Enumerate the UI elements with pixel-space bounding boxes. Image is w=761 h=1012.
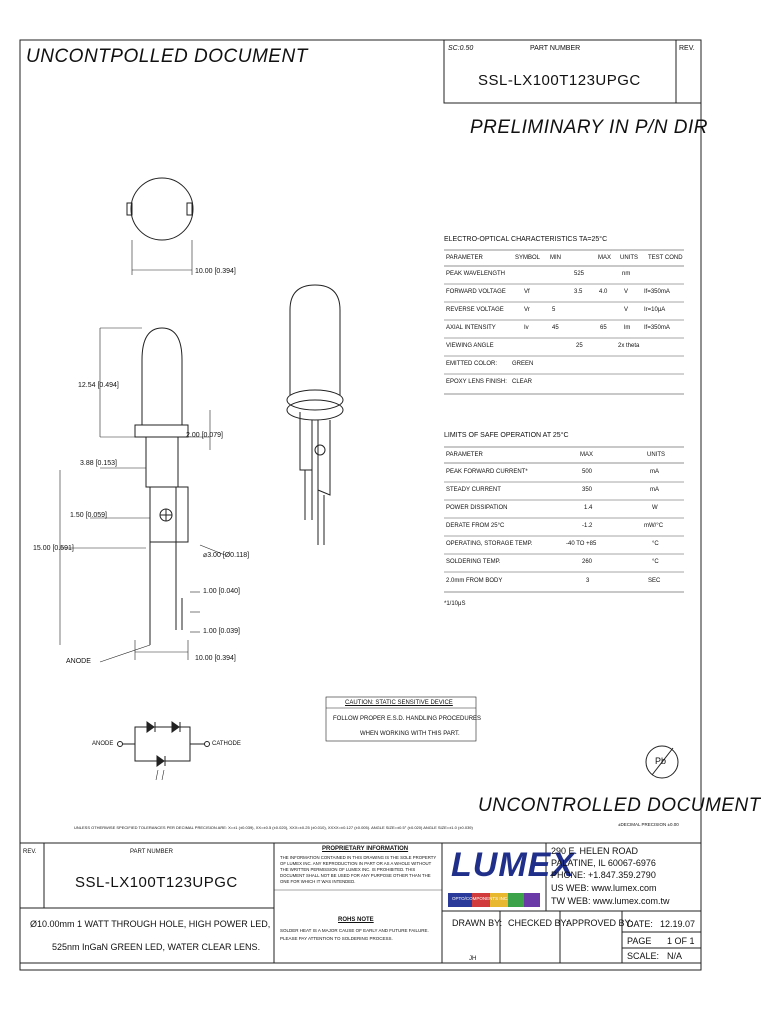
eo-header-symbol: SYMBOL (515, 255, 541, 261)
eo-sym: Vr (524, 307, 530, 313)
approved-by-label: APPROVED BY: (566, 918, 633, 928)
rohs-title: ROHS NOTE (338, 917, 374, 923)
lumex-logo: LUMEX (451, 846, 575, 884)
dim-dia-3: ⌀3.00 [Ø0.118] (203, 552, 250, 559)
limits-row (444, 500, 684, 518)
limits-row (444, 573, 684, 591)
eo-row (444, 284, 684, 302)
tolerance-note: UNLESS OTHERWISE SPECIFIED TOLERANCES PER DECIMAL PRECISION ARE: X=±1 (±0.039), XX=±0.5 (±0.020), XXX=±0.25 (±0.010), XXXX=±0.127 (±0.005). ANGLE SIZE=±0.5° (±0.020) ANGLE SIZE=±1.0 (±0.039) (74, 825, 473, 830)
caution-line1: FOLLOW PROPER E.S.D. HANDLING PROCEDURES (333, 716, 482, 722)
limits-header-param: PARAMETER (446, 452, 483, 458)
limits-units: mA (650, 487, 659, 493)
limits-row (444, 464, 684, 482)
dim-10-bottom: 10.00 [0.394] (195, 655, 236, 662)
rohs-text: SOLDER HEAT IS A MAJOR CAUSE OF EARLY AND FUTURE FAILURE. PLEASE PAY ATTENTION TO SOLDERING PROCESS. (280, 928, 429, 941)
date-value: 12.19.07 (660, 919, 696, 929)
eo-header-max: MAX (598, 255, 612, 261)
limits-max: 260 (582, 559, 593, 565)
limits-param: DERATE FROM 25°C (446, 523, 505, 529)
dim-3-88: 3.88 [0.153] (80, 460, 117, 467)
description-line2: 525nm InGaN GREEN LED, WATER CLEAR LENS. (52, 942, 261, 952)
footer-part-number-label: PART NUMBER (130, 849, 174, 855)
eo-header-cond: TEST COND (648, 255, 683, 261)
page-label: PAGE (627, 936, 652, 946)
eo-header-units: UNITS (620, 255, 638, 261)
eo-min: 45 (552, 325, 559, 331)
dim-2-00: 2.00 [0.079] (186, 432, 223, 439)
checked-by-label: CHECKED BY: (508, 918, 569, 928)
eo-param: FORWARD VOLTAGE (446, 289, 506, 295)
limits-table-title: LIMITS OF SAFE OPERATION AT 25°C (444, 432, 569, 439)
eo-param: EMITTED COLOR: (446, 361, 498, 367)
limits-units: mW/°C (644, 523, 664, 529)
eo-row (444, 266, 684, 284)
eo-row (444, 374, 684, 392)
dim-12-54: 12.54 [0.494] (78, 382, 119, 389)
limits-units: mA (650, 469, 659, 475)
eo-units: 2x theta (618, 343, 640, 349)
pb-free-label: Pb (655, 756, 667, 766)
schematic-cathode-label: CATHODE (212, 741, 241, 747)
eo-row (444, 356, 684, 374)
tw-web-link[interactable]: TW WEB: www.lumex.com.tw (551, 896, 670, 906)
limits-param: SOLDERING TEMP. (446, 559, 501, 565)
dim-1-00b: 1.00 [0.039] (203, 628, 240, 635)
eo-min: 5 (552, 307, 556, 313)
scale-value: N/A (667, 951, 683, 961)
eo-max: 4.0 (599, 289, 608, 295)
top-view-circle (131, 178, 193, 240)
eo-param: VIEWING ANGLE (446, 343, 494, 349)
dim-10-top: 10.00 [0.394] (195, 268, 236, 275)
limits-row (444, 482, 684, 500)
eo-units: lm (624, 325, 631, 331)
footer-rev-label: REV. (23, 849, 37, 855)
dim-1-50: 1.50 [0.059] (70, 512, 107, 519)
eo-header-min: MIN (550, 255, 561, 261)
limits-max: 500 (582, 469, 593, 475)
page-value: 1 OF 1 (667, 936, 695, 946)
drawn-by-label: DRAWN BY: (452, 918, 503, 928)
limits-max: -1.2 (582, 523, 593, 529)
limits-max: 3 (586, 578, 590, 584)
footer-uncontrolled: UNCONTROLLED DOCUMENT (478, 795, 761, 816)
limits-units: W (652, 505, 658, 511)
description-line1: Ø10.00mm 1 WATT THROUGH HOLE, HIGH POWER LED, (30, 919, 271, 929)
footer-part-number: SSL-LX100T123UPGC (75, 874, 238, 891)
address-line2: PALATINE, IL 60067-6976 (551, 858, 656, 868)
eo-units: V (624, 289, 629, 295)
proprietary-text: THE INFORMATION CONTAINED IN THIS DRAWING IS THE SOLE PROPERTY OF LUMEX INC. ANY REPRODUCTION IN PART OR AS A WHOLE WITHOUT THE WRITTEN PERMISSION OF LUMEX INC. IS PROHIBITED. THIS DOCUMENT SHALL NOT BE USED FOR ANY PURPOSE OTHER THAN THE ONE FOR WHICH IT WAS INTENDED. (280, 855, 437, 884)
schematic-loop (135, 727, 190, 761)
us-web-link[interactable]: US WEB: www.lumex.com (551, 883, 657, 893)
limits-units: °C (652, 541, 659, 547)
eo-param: EPOXY LENS FINISH: (446, 379, 507, 385)
eo-sym: CLEAR (512, 379, 533, 385)
eo-units: nm (622, 271, 631, 277)
eo-row (444, 302, 684, 320)
limits-header-units: UNITS (647, 452, 665, 458)
eo-table-title: ELECTRO-OPTICAL CHARACTERISTICS TA=25°C (444, 236, 608, 243)
scale-label-footer: SCALE: (627, 951, 660, 961)
eo-sym: Vf (524, 289, 530, 295)
drawn-by-value: JH (469, 956, 477, 962)
eo-typ: 525 (574, 271, 585, 277)
limits-footnote: *1/10μS (444, 601, 466, 607)
decimal-precision-note: ±DECIMAL PRECISION ±0.00 (618, 822, 679, 827)
anode-label: ANODE (66, 658, 91, 665)
limits-units: °C (652, 559, 659, 565)
eo-max: 65 (600, 325, 607, 331)
scale-label: SC:0.50 (448, 45, 474, 52)
limits-param: PEAK FORWARD CURRENT* (446, 469, 528, 475)
address-line1: 290 E. HELEN ROAD (551, 846, 639, 856)
preliminary-note: PRELIMINARY IN P/N DIR (470, 117, 708, 138)
led-dome-outline (142, 328, 182, 425)
eo-header-param: PARAMETER (446, 255, 483, 261)
limits-units: SEC (648, 578, 661, 584)
rev-label: REV. (679, 45, 695, 52)
limits-row (444, 536, 684, 554)
eo-units: V (624, 307, 629, 313)
limits-max: 350 (582, 487, 593, 493)
led-3d-dome (290, 285, 340, 395)
lumex-tagline: OPTO/COMPONENTS INC. (452, 896, 509, 901)
eo-param: AXIAL INTENSITY (446, 325, 496, 331)
eo-cond: If=350mA (644, 325, 670, 331)
phone: PHONE: +1.847.359.2790 (551, 870, 656, 880)
limits-row (444, 518, 684, 536)
dim-1-00: 1.00 [0.040] (203, 588, 240, 595)
caution-title: CAUTION: STATIC SENSITIVE DEVICE (345, 700, 453, 706)
uncontrolled-title: UNCONTPOLLED DOCUMENT (26, 46, 308, 67)
eo-param: PEAK WAVELENGTH (446, 271, 506, 277)
limits-max: 1.4 (584, 505, 593, 511)
eo-sym: GREEN (512, 361, 534, 367)
limits-max: -40 TO +85 (566, 541, 597, 547)
eo-typ: 25 (576, 343, 583, 349)
caution-line2: WHEN WORKING WITH THIS PART. (360, 731, 460, 737)
limits-row (444, 554, 684, 572)
eo-row (444, 338, 684, 356)
eo-typ: 3.5 (574, 289, 583, 295)
date-label: DATE: (627, 919, 653, 929)
led-flange (135, 425, 188, 437)
eo-param: REVERSE VOLTAGE (446, 307, 504, 313)
limits-header-max: MAX (580, 452, 594, 458)
schematic-anode-label: ANODE (92, 741, 114, 747)
eo-sym: Iv (524, 325, 529, 331)
eo-cond: Ir=10μA (644, 307, 666, 313)
part-number: SSL-LX100T123UPGC (478, 72, 641, 89)
limits-param: STEADY CURRENT (446, 487, 501, 493)
limits-param: OPERATING, STORAGE TEMP. (446, 541, 533, 547)
limits-param: 2.0mm FROM BODY (446, 578, 503, 584)
part-number-label: PART NUMBER (530, 45, 581, 52)
eo-row (444, 320, 684, 338)
dim-15-00: 15.00 [0.591] (33, 545, 74, 552)
proprietary-title: PROPRIETARY INFORMATION (322, 846, 409, 852)
eo-cond: If=350mA (644, 289, 670, 295)
limits-param: POWER DISSIPATION (446, 505, 508, 511)
